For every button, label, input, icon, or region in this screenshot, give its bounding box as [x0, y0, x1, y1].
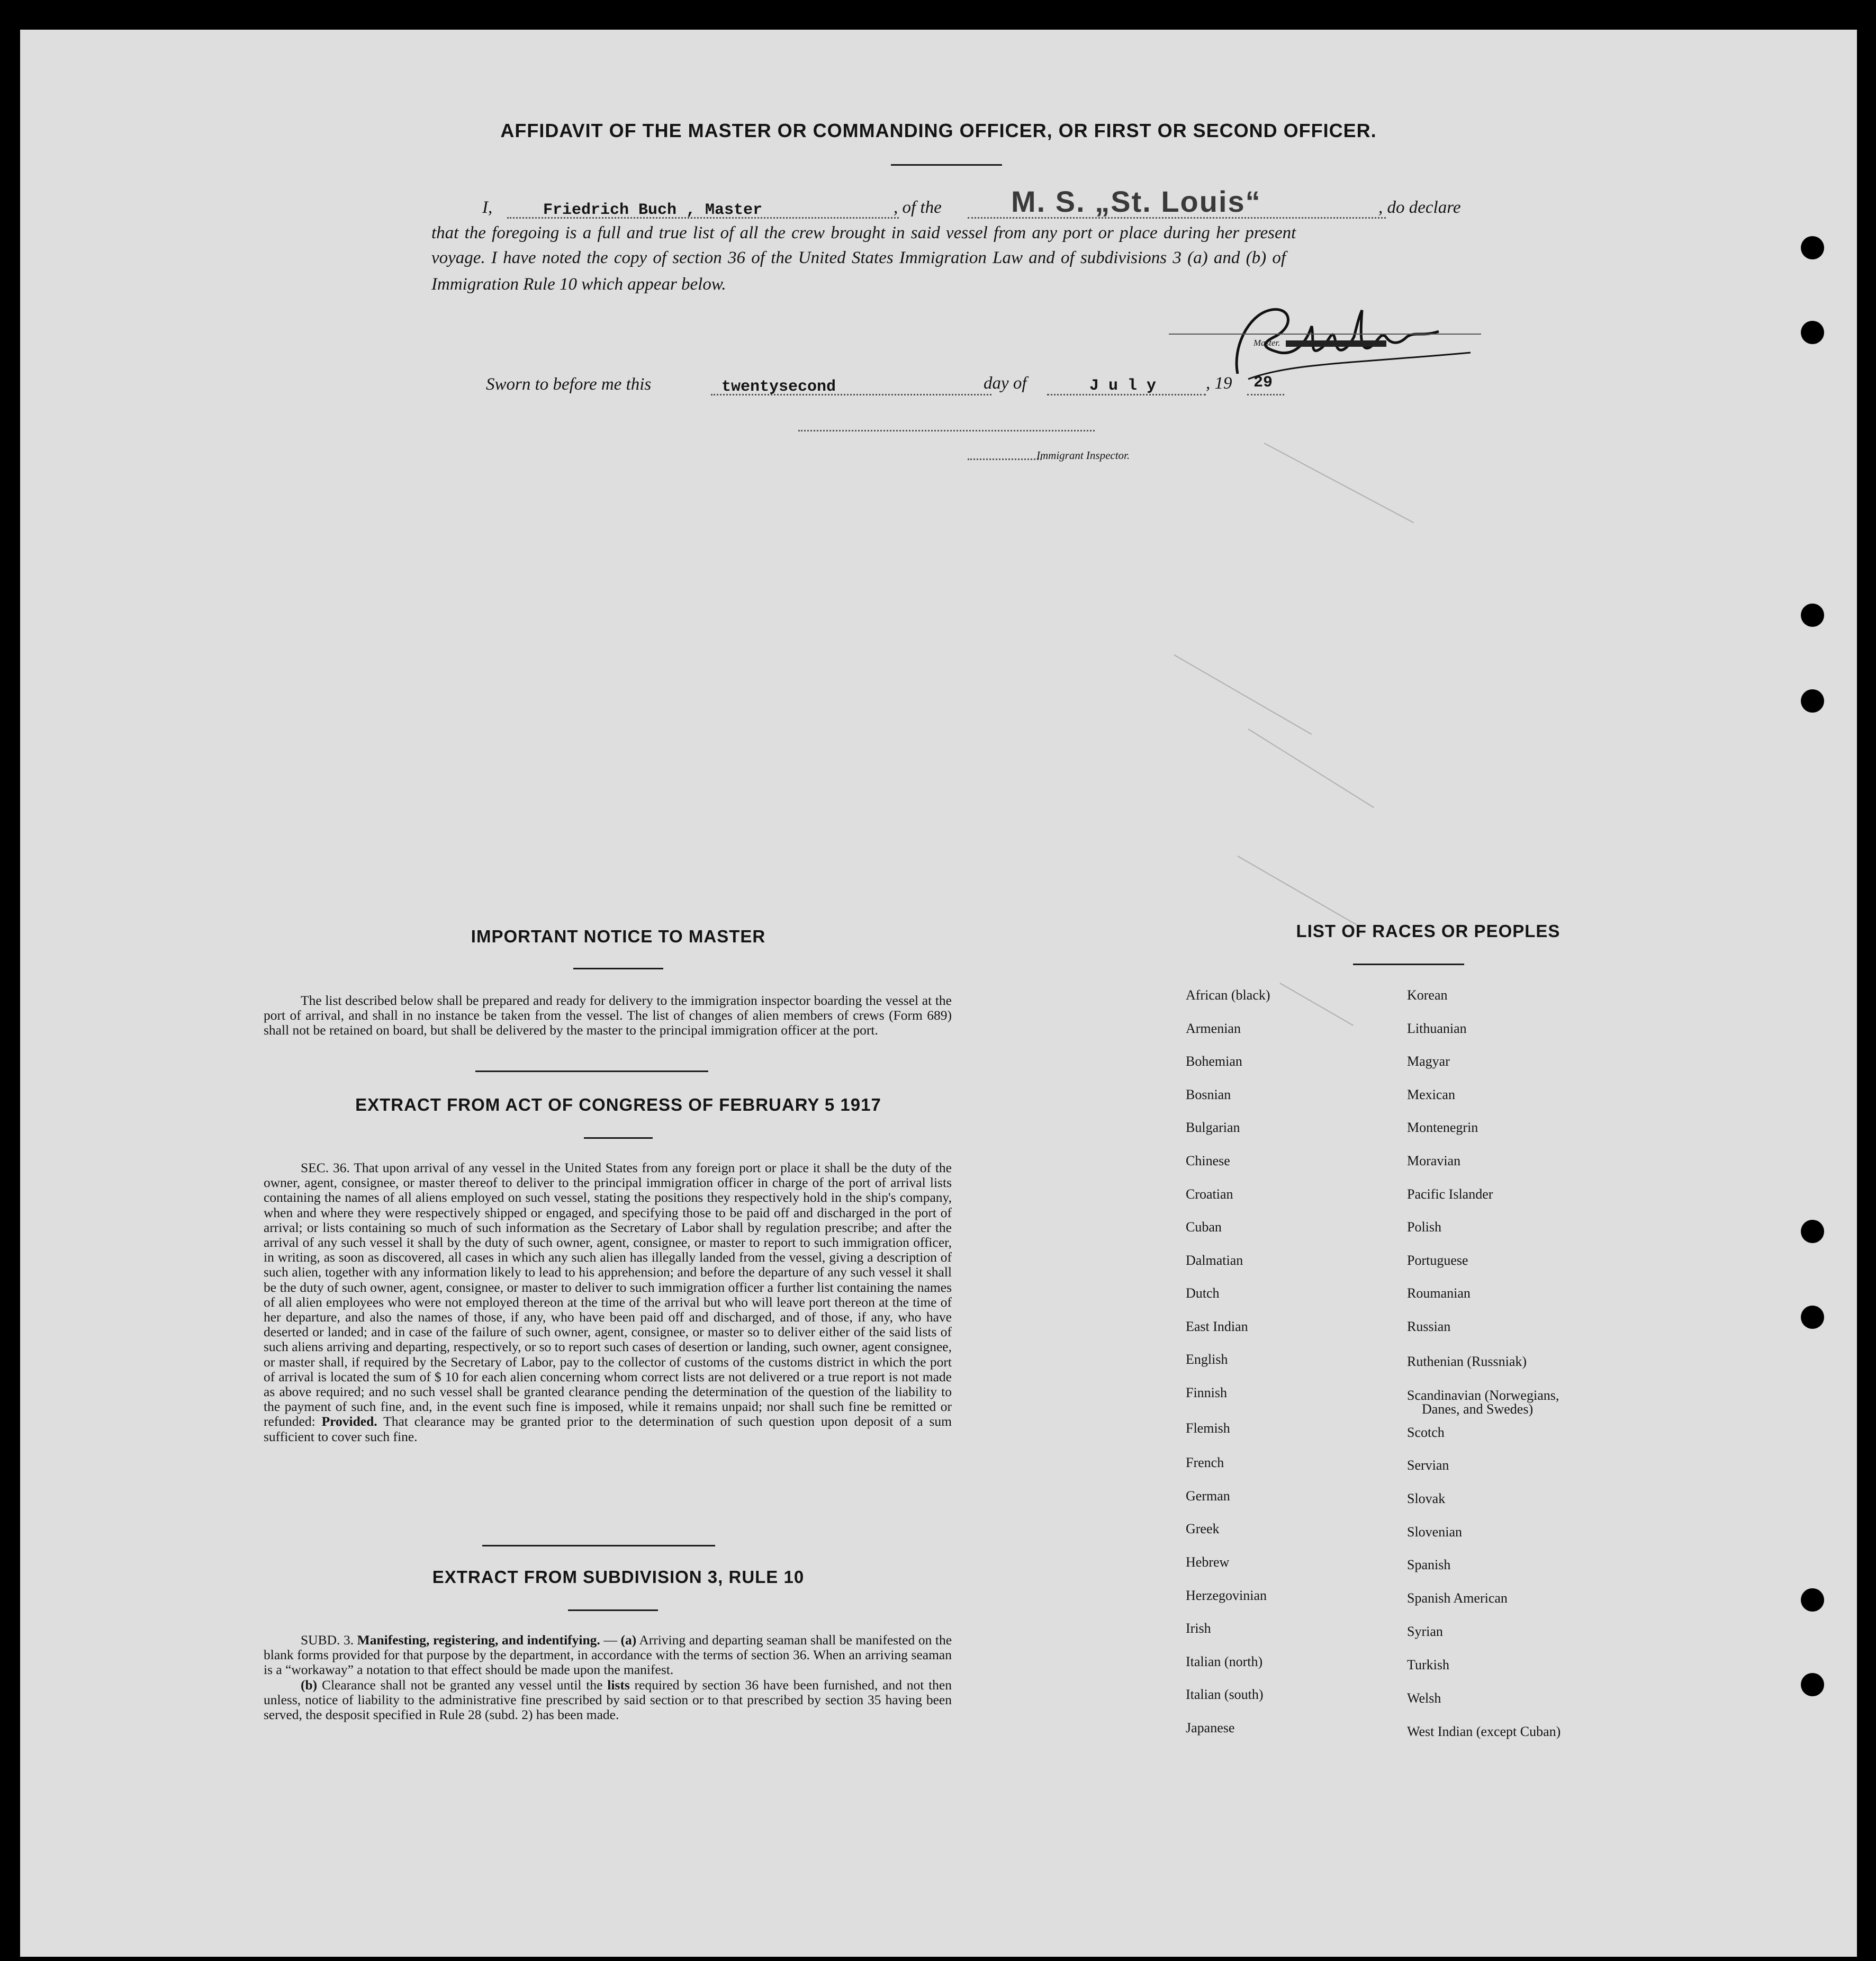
race-item: Finnish [1186, 1385, 1228, 1400]
race-item: German [1186, 1488, 1230, 1504]
subd-b-indent [264, 1677, 301, 1693]
race-item: Russian [1407, 1319, 1451, 1334]
subd-b-text-2: required by section 36 have been furnished, and not then unless, notice of liability to the administrative fine prescribed by said section or to that prescribed by section 35 having been served, the desposit specified in Rule 28 (subd. 2) has been made. [264, 1677, 952, 1723]
race-item: Roumanian [1407, 1285, 1471, 1301]
race-item: Pacific Islander [1407, 1186, 1493, 1202]
affidavit-title-rule [891, 164, 1002, 166]
extract-rule-title: EXTRACT FROM SUBDIVISION 3, RULE 10 [432, 1567, 805, 1587]
race-item: Italian (north) [1186, 1654, 1263, 1669]
race-item: Portuguese [1407, 1253, 1468, 1268]
race-item: Bohemian [1186, 1054, 1242, 1069]
bleed-through-mark [1238, 856, 1357, 925]
race-item: Bulgarian [1186, 1120, 1240, 1135]
punch-hole [1801, 321, 1824, 344]
race-item: Dalmatian [1186, 1253, 1243, 1268]
race-item: Slovenian [1407, 1524, 1462, 1540]
subd-a-label: (a) [620, 1632, 637, 1648]
subd-label: SUBD. 3. [301, 1632, 354, 1648]
bleed-through-mark [1264, 443, 1414, 523]
extract-rule-title-rule [568, 1609, 658, 1611]
sworn-text: Sworn to before me this [486, 375, 652, 394]
subd-dash: — [603, 1632, 617, 1648]
master-caption [1253, 338, 1386, 348]
race-item: Chinese [1186, 1153, 1230, 1168]
master-name-field: Friedrich Buch , Master [543, 201, 763, 219]
race-item: Slovak [1407, 1491, 1446, 1506]
year-prefix: , 19 [1206, 374, 1232, 393]
day-of-text: day of [984, 374, 1027, 393]
subd-title: Manifesting, registering, and indentifying. [357, 1632, 600, 1648]
extract-act-title-rule [584, 1137, 653, 1139]
race-item: Ruthenian (Russniak) [1407, 1354, 1527, 1369]
race-item: Turkish [1407, 1657, 1449, 1672]
race-item: Magyar [1407, 1054, 1450, 1069]
master-caption-text: Master. [1253, 338, 1280, 348]
notice-divider [475, 1071, 708, 1072]
punch-hole [1801, 1306, 1824, 1329]
race-item: Servian [1407, 1458, 1449, 1473]
extract-act-title: EXTRACT FROM ACT OF CONGRESS OF FEBRUARY 5 1917 [355, 1095, 881, 1114]
race-item: French [1186, 1455, 1224, 1470]
notice-title: IMPORTANT NOTICE TO MASTER [471, 926, 766, 946]
affidavit-line-3: voyage. I have noted the copy of section 36 of the United States Immigration Law and of subdivisions 3 (a) and (b) of [431, 248, 1286, 267]
punch-hole [1801, 1588, 1824, 1612]
race-item: East Indian [1186, 1319, 1248, 1334]
bleed-through-mark [1248, 728, 1374, 808]
subd-b-text-1: Clearance shall not be granted any vessel until the [321, 1677, 603, 1693]
master-signature-line [1169, 334, 1481, 335]
extract-act-body [264, 1161, 952, 1444]
race-item: Armenian [1186, 1021, 1241, 1036]
inspector-caption: Immigrant Inspector. [1036, 449, 1130, 462]
notice-body [264, 993, 952, 1038]
affidavit-line-2: that the foregoing is a full and true list of all the crew brought in said vessel from any port or place during her present [431, 223, 1296, 242]
race-item: Italian (south) [1186, 1687, 1264, 1702]
subd-b-label: (b) [301, 1677, 318, 1693]
declare-i-text: I, [482, 198, 493, 217]
race-item: Spanish American [1407, 1590, 1508, 1606]
year-line [1247, 394, 1284, 395]
struck-out-name [1286, 340, 1386, 347]
subd-a-text: Arriving and departing seaman shall be manifested on the blank forms provided for that purpose by the department, in accordance with the terms of section 36. When an arriving seaman is a “workaway” a notation to that effect should be made upon the manifest. [264, 1632, 952, 1678]
race-item: Flemish [1186, 1420, 1230, 1436]
race-item: Cuban [1186, 1219, 1222, 1235]
race-item: Mexican [1407, 1087, 1455, 1102]
race-item: Greek [1186, 1521, 1220, 1536]
race-item: Hebrew [1186, 1554, 1230, 1570]
bleed-through-mark [1174, 654, 1312, 735]
year-field: 29 [1253, 374, 1273, 392]
provided-text: Provided. [321, 1414, 377, 1429]
punch-hole [1801, 236, 1824, 259]
affidavit-line-4: Immigration Rule 10 which appear below. [431, 275, 726, 294]
extract-act-text: SEC. 36. That upon arrival of any vessel in the United States from any foreign port or place it shall be the duty of the owner, agent, consignee, or master thereof to deliver to the principal immigration officer in charge of the port of arrival lists containing the names of all aliens employed on such vessel, stating the positions they respectively hold in the ship's company, when and where they were respectively shipped or engaged, and specifying those to be paid off and discharged in the port of arrival; or lists containing so much of such information as the Secretary of Labor shall by regulation prescribe; and after the arrival of any such vessel it shall by the duty of such owner, agent, consignee, or master to report to such immigration officer, in writing, as soon as discovered, all cases in which any such alien has illegally landed from the vessel, giving a description of such alien, together with any information likely to lead to his apprehension; and before the departure of any such vessel it shall be the duty of such owner, agent, consignee, or master to deliver to such immigration officer a further list containing the names of all alien employees who were not employed thereon at the time of the arrival but who will leave port thereon at the time of her departure, and also the names of those, if any, who have been paid off and discharged, and of those, if any, who have deserted or landed; and in case of the failure of such owner, agent, consignee, or master so to deliver either of the said lists of such aliens arriving and departing, respectively, or so to report such cases of desertion or landing, such owner, agent consignee, or master shall, if required by the Secretary of Labor, pay to the collector of customs of the customs district in which the port of arrival is located the sum of $ 10 for each alien concerning whom correct lists are not delivered or a true report is not made as above required; and no such vessel shall be granted clearance pending the determination of the question of the liability to the payment of such fine, and, in the event such fine is imposed, while it remains unpaid; nor shall such fine be remitted or refunded: [264, 1160, 952, 1429]
subd-b-lists: lists [607, 1677, 630, 1693]
race-item: Moravian [1407, 1153, 1461, 1168]
affidavit-title: AFFIDAVIT OF THE MASTER OR COMMANDING OFFICER, OR FIRST OR SECOND OFFICER. [500, 120, 1377, 141]
sworn-day-field: twentysecond [721, 378, 836, 396]
document-page [20, 30, 1857, 1957]
race-item: Korean [1407, 987, 1448, 1003]
sworn-month-field: J u l y [1089, 377, 1157, 395]
race-item: Dutch [1186, 1285, 1220, 1301]
races-title: LIST OF RACES OR PEOPLES [1296, 921, 1561, 941]
notice-title-rule [573, 968, 663, 969]
races-title-rule [1353, 964, 1464, 965]
race-item: Irish [1186, 1621, 1211, 1636]
race-item: Croatian [1186, 1186, 1233, 1202]
punch-hole [1801, 1220, 1824, 1243]
race-item: English [1186, 1352, 1228, 1367]
extract-act-divider [482, 1545, 715, 1546]
of-the-text: , of the [894, 198, 942, 217]
race-item: Scandinavian (Norwegians, [1407, 1388, 1559, 1403]
race-item: Montenegrin [1407, 1120, 1478, 1135]
do-declare-text: , do declare [1378, 198, 1461, 217]
race-item: Polish [1407, 1219, 1442, 1235]
inspector-signature-line [798, 430, 1095, 431]
extract-rule-body [264, 1633, 952, 1722]
race-item: Syrian [1407, 1624, 1443, 1639]
inspector-caption-line [968, 458, 1042, 460]
race-item: African (black) [1186, 987, 1270, 1003]
race-item: Scotch [1407, 1425, 1445, 1440]
race-item: Bosnian [1186, 1087, 1231, 1102]
vessel-name-field: M. S. „St. Louis“ [1011, 185, 1261, 218]
punch-hole [1801, 1673, 1824, 1696]
race-item: Japanese [1186, 1720, 1235, 1735]
bleed-through-mark [1280, 983, 1354, 1026]
race-item: Lithuanian [1407, 1021, 1467, 1036]
extract-act-text-end: That clearance may be granted prior to the determination of such question upon deposit of a sum sufficient to cover such fine. [264, 1414, 952, 1444]
punch-hole [1801, 689, 1824, 713]
race-item: Spanish [1407, 1557, 1451, 1572]
notice-body-text: The list described below shall be prepared and ready for delivery to the immigration inspector boarding the vessel at the port of arrival, and shall in no instance be taken from the vessel. The list of changes of alien members of crews (Form 689) shall not be retained on board, but shall be delivered by the master to the principal immigration officer at the port. [264, 993, 952, 1038]
race-item: Herzegovinian [1186, 1588, 1267, 1603]
race-item: West Indian (except Cuban) [1407, 1724, 1561, 1739]
race-item: Welsh [1407, 1690, 1441, 1706]
race-item: Danes, and Swedes) [1422, 1401, 1534, 1417]
punch-hole [1801, 604, 1824, 627]
